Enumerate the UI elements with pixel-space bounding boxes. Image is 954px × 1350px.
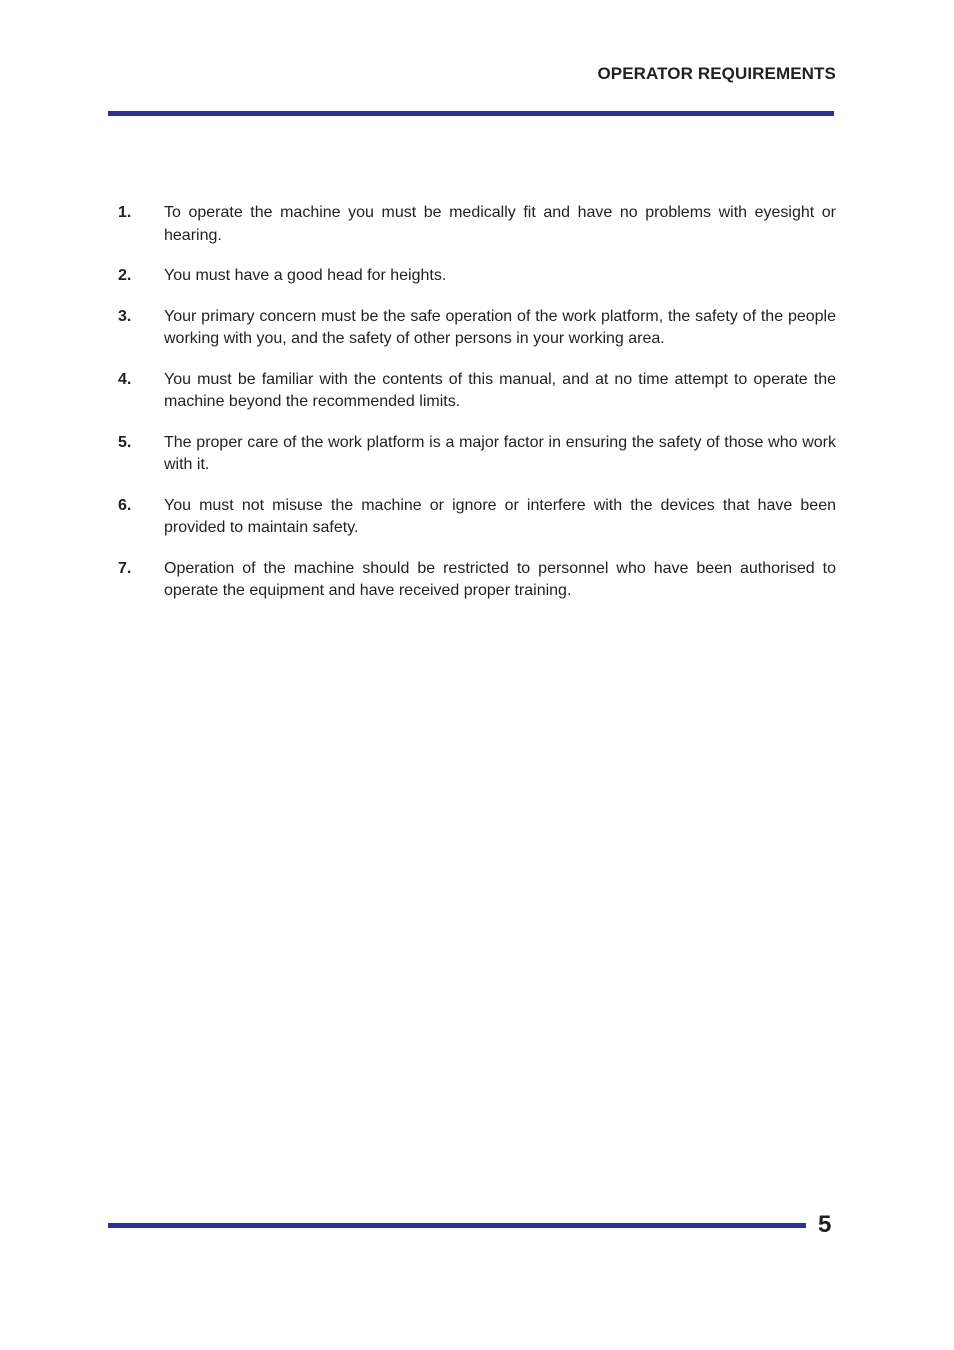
item-text: The proper care of the work platform is a major factor in ensuring the safety of those who work with it. (164, 433, 836, 473)
list-item (118, 432, 836, 477)
item-number: 1. (118, 204, 132, 221)
item-number: 2. (118, 267, 132, 284)
list-item (118, 202, 836, 247)
list-item (118, 265, 836, 288)
list-item (118, 369, 836, 414)
item-text: Operation of the machine should be restricted to personnel who have been authorised to operate the equipment and have received proper training. (164, 559, 836, 599)
list-item (118, 306, 836, 351)
item-text: You must have a good head for heights. (164, 267, 447, 284)
page-number: 5 (818, 1211, 832, 1238)
page-title: OPERATOR REQUIREMENTS (597, 64, 836, 83)
item-number: 4. (118, 370, 132, 388)
item-number: 6. (118, 496, 132, 514)
header-rule (108, 111, 834, 116)
item-text: To operate the machine you must be medically fit and have no problems with eyesight or hearing. (164, 204, 836, 244)
item-number: 7. (118, 559, 132, 577)
item-text: You must not misuse the machine or ignore or interfere with the devices that have been provided to maintain safety. (164, 496, 836, 536)
requirements-list (118, 202, 836, 621)
item-number: 5. (118, 433, 132, 451)
item-text: You must be familiar with the contents of this manual, and at no time attempt to operate the machine beyond the recommended limits. (164, 370, 836, 410)
item-text: Your primary concern must be the safe operation of the work platform, the safety of the people working with you, and the safety of other persons in your working area. (164, 307, 836, 347)
item-number: 3. (118, 307, 132, 325)
footer-rule (108, 1223, 806, 1228)
list-item (118, 558, 836, 603)
list-item (118, 495, 836, 540)
